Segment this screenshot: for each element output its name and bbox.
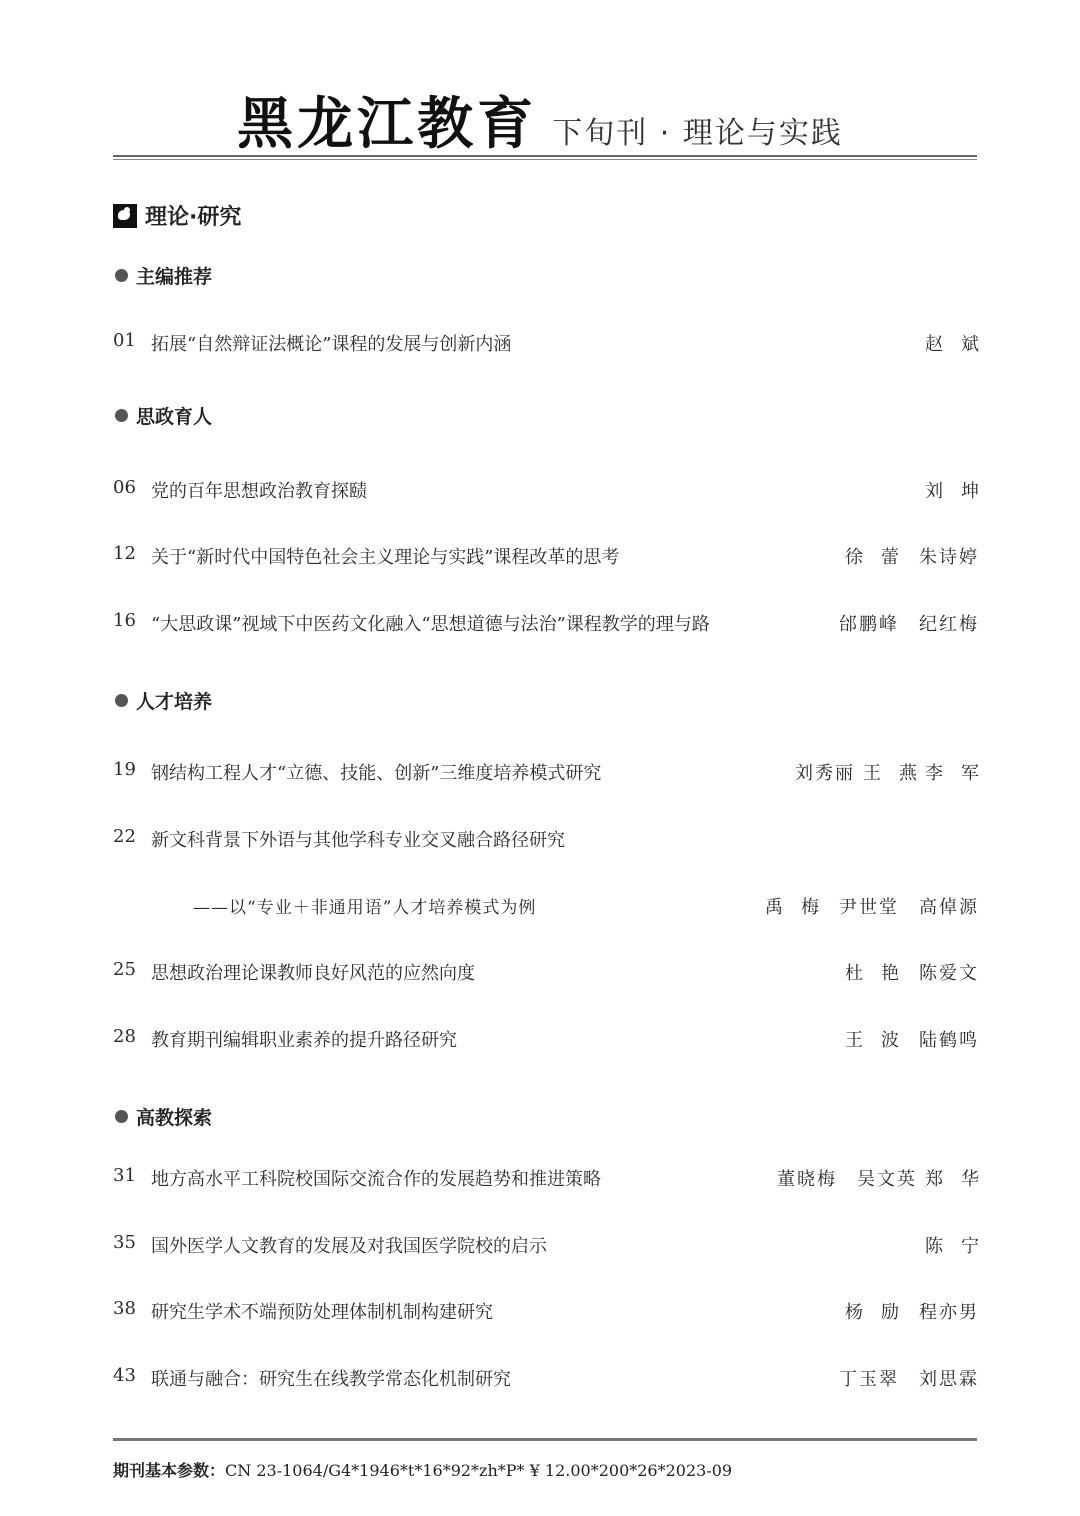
author-name: 杜艳 [845, 963, 917, 984]
page-number: 38 [113, 1298, 136, 1319]
author-name: 郑华 [925, 1169, 997, 1190]
page-number: 06 [113, 477, 136, 498]
author-list [757, 893, 979, 919]
author-list [917, 1232, 997, 1258]
author-name: 赵斌 [925, 334, 997, 355]
author-list [917, 330, 997, 356]
author-list [819, 610, 979, 636]
parameters-value: CN 23-1064/G4*1946*t*16*92*zh*P* ¥ 12.00*200*26*2023-09 [225, 1461, 733, 1480]
author-name: 刘秀丽 [795, 763, 855, 784]
article-subtitle: ——以“专业＋非通用语”人才培养模式为例 [193, 898, 537, 918]
article-title: 党的百年思想政治教育探赜 [151, 481, 367, 502]
page-number: 16 [113, 610, 136, 631]
author-name: 董晓梅 [777, 1169, 837, 1190]
page-number: 01 [113, 330, 136, 351]
author-name: 朱诗婷 [919, 547, 979, 568]
category-heading [115, 402, 212, 429]
author-list [837, 959, 979, 985]
toc-entry[interactable] [113, 477, 997, 507]
article-title: 拓展“自然辩证法概论”课程的发展与创新内涵 [151, 334, 512, 355]
article-title: “大思政课”视域下中医药文化融入“思想道德与法治”课程教学的理与路 [151, 614, 710, 635]
toc-entry[interactable] [113, 959, 979, 989]
author-name: 徐蕾 [845, 547, 917, 568]
article-title: 研究生学术不端预防处理体制机制构建研究 [151, 1302, 493, 1323]
toc-entry[interactable] [113, 1165, 997, 1195]
toc-entry[interactable] [113, 1232, 997, 1262]
author-name: 刘坤 [925, 481, 997, 502]
author-name: 禹梅 [765, 897, 837, 918]
author-name: 李军 [925, 763, 997, 784]
author-list [819, 1365, 979, 1391]
author-list [775, 759, 997, 785]
bullet-icon [115, 694, 128, 707]
author-list [757, 1165, 997, 1191]
header-rule [113, 155, 977, 157]
page-number: 35 [113, 1232, 136, 1253]
author-name: 程亦男 [919, 1302, 979, 1323]
magazine-subtitle: 下旬刊 · 理论与实践 [552, 116, 843, 151]
article-title: 地方高水平工科院校国际交流合作的发展趋势和推进策略 [151, 1169, 601, 1190]
article-title: 联通与融合：研究生在线教学常态化机制研究 [151, 1369, 511, 1390]
category-heading [115, 1103, 212, 1130]
article-title: 关于“新时代中国特色社会主义理论与实践”课程改革的思考 [151, 547, 620, 568]
toc-entry[interactable] [113, 330, 997, 360]
author-name: 陆鹤鸣 [919, 1030, 979, 1051]
article-title: 思想政治理论课教师良好风范的应然向度 [151, 963, 475, 984]
journal-parameters [113, 1458, 732, 1481]
page-number: 25 [113, 959, 136, 980]
category-heading [115, 262, 212, 289]
bullet-icon [115, 409, 128, 422]
bullet-icon [115, 269, 128, 282]
author-name: 邰鹏峰 [839, 614, 899, 635]
toc-entry[interactable] [113, 1298, 979, 1328]
category-label: 高教探索 [136, 1107, 213, 1129]
author-name: 刘思霖 [919, 1369, 979, 1390]
toc-entry[interactable] [113, 543, 979, 573]
toc-entry[interactable] [113, 1026, 979, 1056]
masthead [0, 80, 1080, 160]
author-name: 纪红梅 [919, 614, 979, 635]
author-name: 杨励 [845, 1302, 917, 1323]
page-number: 19 [113, 759, 136, 780]
toc-entry[interactable] [113, 610, 979, 640]
article-title: 教育期刊编辑职业素养的提升路径研究 [151, 1030, 457, 1051]
author-list [837, 543, 979, 569]
category-heading [115, 687, 212, 714]
toc-entry[interactable] [113, 826, 979, 856]
page-number: 43 [113, 1365, 136, 1386]
author-list [837, 1026, 979, 1052]
category-label: 主编推荐 [136, 266, 213, 288]
category-label: 人才培养 [136, 691, 213, 713]
author-name: 高倬源 [919, 897, 979, 918]
category-label: 思政育人 [136, 406, 213, 428]
section-title: 理论·研究 [145, 205, 242, 230]
section-heading [113, 200, 241, 231]
author-name: 吴文英 [857, 1169, 917, 1190]
author-list [837, 1298, 979, 1324]
magazine-title: 黑龙江教育 [237, 91, 538, 157]
page-number: 12 [113, 543, 136, 564]
page-number: 28 [113, 1026, 136, 1047]
author-name: 陈宁 [925, 1236, 997, 1257]
author-list [917, 477, 997, 503]
header-rule-thin [113, 159, 977, 160]
toc-entry[interactable] [113, 759, 997, 789]
parameters-label: 期刊基本参数： [113, 1461, 226, 1480]
article-title: 国外医学人文教育的发展及对我国医学院校的启示 [151, 1236, 547, 1257]
footer-rule [113, 1438, 977, 1441]
author-name: 王波 [845, 1030, 917, 1051]
author-name: 王燕 [863, 763, 935, 784]
toc-entry[interactable] [113, 893, 979, 923]
page-number: 31 [113, 1165, 136, 1186]
toc-entry[interactable] [113, 1365, 979, 1395]
section-map-icon [113, 204, 137, 228]
article-title: 新文科背景下外语与其他学科专业交叉融合路径研究 [151, 830, 565, 851]
page-number: 22 [113, 826, 136, 847]
author-name: 尹世堂 [839, 897, 899, 918]
bullet-icon [115, 1110, 128, 1123]
author-name: 陈爱文 [919, 963, 979, 984]
author-name: 丁玉翠 [839, 1369, 899, 1390]
article-title: 钢结构工程人才“立德、技能、创新”三维度培养模式研究 [151, 763, 602, 784]
